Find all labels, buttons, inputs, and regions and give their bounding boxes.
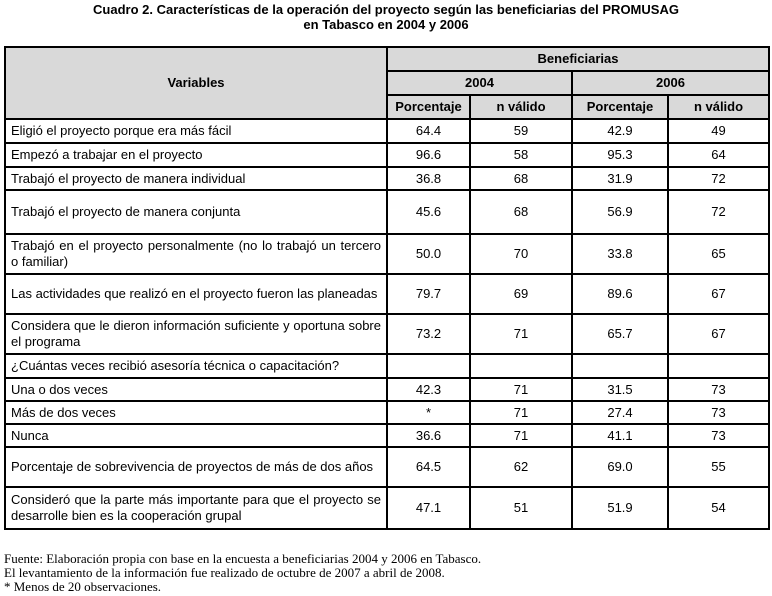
header-variables: Variables: [5, 47, 387, 119]
cell-pct-2004: 96.6: [387, 143, 470, 167]
cell-pct-2004: 64.4: [387, 119, 470, 143]
table-title: [0, 2, 772, 32]
cell-pct-2004: 79.7: [387, 274, 470, 314]
cell-n-2004: 70: [470, 234, 572, 274]
row-label: Considera que le dieron información suficiente y oportuna sobre el programa: [5, 314, 387, 354]
table-body: [5, 119, 769, 529]
table-row: [5, 487, 769, 529]
cell-n-2004: 62: [470, 447, 572, 487]
cell-n-2004: 68: [470, 190, 572, 234]
note-asterisk: * Menos de 20 observaciones.: [4, 579, 162, 594]
header-porcentaje-2006: Porcentaje: [572, 95, 668, 119]
table-row: [5, 234, 769, 274]
row-label: Trabajó el proyecto de manera conjunta: [5, 190, 387, 234]
cell-pct-2006: 56.9: [572, 190, 668, 234]
row-label: Empezó a trabajar en el proyecto: [5, 143, 387, 167]
row-label: Nunca: [5, 424, 387, 447]
table-row: [5, 143, 769, 167]
header-n-valido-2006: n válido: [668, 95, 769, 119]
cell-n-2006: 73: [668, 424, 769, 447]
cell-pct-2004: [387, 354, 470, 378]
cell-pct-2006: 31.5: [572, 378, 668, 401]
header-year-2004: 2004: [387, 71, 572, 95]
cell-n-2004: 51: [470, 487, 572, 529]
cell-pct-2004: *: [387, 401, 470, 424]
cell-n-2004: 58: [470, 143, 572, 167]
cell-pct-2004: 36.6: [387, 424, 470, 447]
table-row: [5, 401, 769, 424]
cell-n-2004: 71: [470, 378, 572, 401]
table-header: [5, 47, 769, 119]
cell-pct-2004: 50.0: [387, 234, 470, 274]
cell-n-2006: 72: [668, 190, 769, 234]
cell-pct-2006: 42.9: [572, 119, 668, 143]
cell-n-2004: [470, 354, 572, 378]
table-row: [5, 314, 769, 354]
cell-n-2006: 49: [668, 119, 769, 143]
note-period: El levantamiento de la información fue realizado de octubre de 2007 a abril de 2008.: [4, 565, 445, 580]
row-label: Eligió el proyecto porque era más fácil: [5, 119, 387, 143]
cell-pct-2004: 45.6: [387, 190, 470, 234]
cell-pct-2004: 42.3: [387, 378, 470, 401]
header-porcentaje-2004: Porcentaje: [387, 95, 470, 119]
header-beneficiarias: Beneficiarias: [387, 47, 769, 71]
cell-pct-2004: 47.1: [387, 487, 470, 529]
cell-n-2006: 73: [668, 378, 769, 401]
cell-n-2006: [668, 354, 769, 378]
table-row: [5, 354, 769, 378]
cell-pct-2004: 64.5: [387, 447, 470, 487]
cell-pct-2004: 36.8: [387, 167, 470, 190]
cell-pct-2006: 89.6: [572, 274, 668, 314]
cell-pct-2006: 51.9: [572, 487, 668, 529]
cell-n-2006: 54: [668, 487, 769, 529]
cell-n-2004: 68: [470, 167, 572, 190]
table-row: [5, 274, 769, 314]
cell-pct-2006: [572, 354, 668, 378]
row-label: Trabajó en el proyecto personalmente (no lo trabajó un tercero o familiar): [5, 234, 387, 274]
table-row: [5, 424, 769, 447]
row-label: ¿Cuántas veces recibió asesoría técnica o capacitación?: [5, 354, 387, 378]
cell-pct-2006: 27.4: [572, 401, 668, 424]
cell-n-2006: 72: [668, 167, 769, 190]
row-label: Consideró que la parte más importante para que el proyecto se desarrolle bien es la cooperación grupal: [5, 487, 387, 529]
cell-pct-2004: 73.2: [387, 314, 470, 354]
cell-n-2006: 67: [668, 314, 769, 354]
table-row: [5, 119, 769, 143]
cell-n-2006: 64: [668, 143, 769, 167]
data-table: [4, 46, 770, 530]
cell-n-2004: 71: [470, 314, 572, 354]
cell-n-2006: 65: [668, 234, 769, 274]
row-label: Trabajó el proyecto de manera individual: [5, 167, 387, 190]
cell-pct-2006: 95.3: [572, 143, 668, 167]
cell-pct-2006: 31.9: [572, 167, 668, 190]
table-row: [5, 378, 769, 401]
row-label: Una o dos veces: [5, 378, 387, 401]
cell-n-2006: 67: [668, 274, 769, 314]
title-line-1: Cuadro 2. Características de la operación del proyecto según las beneficiarias del PROMUSAG: [93, 2, 679, 17]
cell-n-2006: 55: [668, 447, 769, 487]
cell-pct-2006: 33.8: [572, 234, 668, 274]
note-source: Fuente: Elaboración propia con base en la encuesta a beneficiarias 2004 y 2006 en Tabasco.: [4, 551, 482, 566]
cell-n-2006: 73: [668, 401, 769, 424]
cell-n-2004: 69: [470, 274, 572, 314]
title-line-2: en Tabasco en 2004 y 2006: [303, 17, 469, 32]
row-label: Más de dos veces: [5, 401, 387, 424]
table-row: [5, 190, 769, 234]
cell-n-2004: 59: [470, 119, 572, 143]
header-year-2006: 2006: [572, 71, 769, 95]
row-label: Porcentaje de sobrevivencia de proyectos de más de dos años: [5, 447, 387, 487]
row-label: Las actividades que realizó en el proyecto fueron las planeadas: [5, 274, 387, 314]
cell-n-2004: 71: [470, 424, 572, 447]
cell-n-2004: 71: [470, 401, 572, 424]
table-notes: [4, 552, 481, 594]
table-row: [5, 167, 769, 190]
cell-pct-2006: 69.0: [572, 447, 668, 487]
table-row: [5, 447, 769, 487]
cell-pct-2006: 41.1: [572, 424, 668, 447]
cell-pct-2006: 65.7: [572, 314, 668, 354]
header-n-valido-2004: n válido: [470, 95, 572, 119]
